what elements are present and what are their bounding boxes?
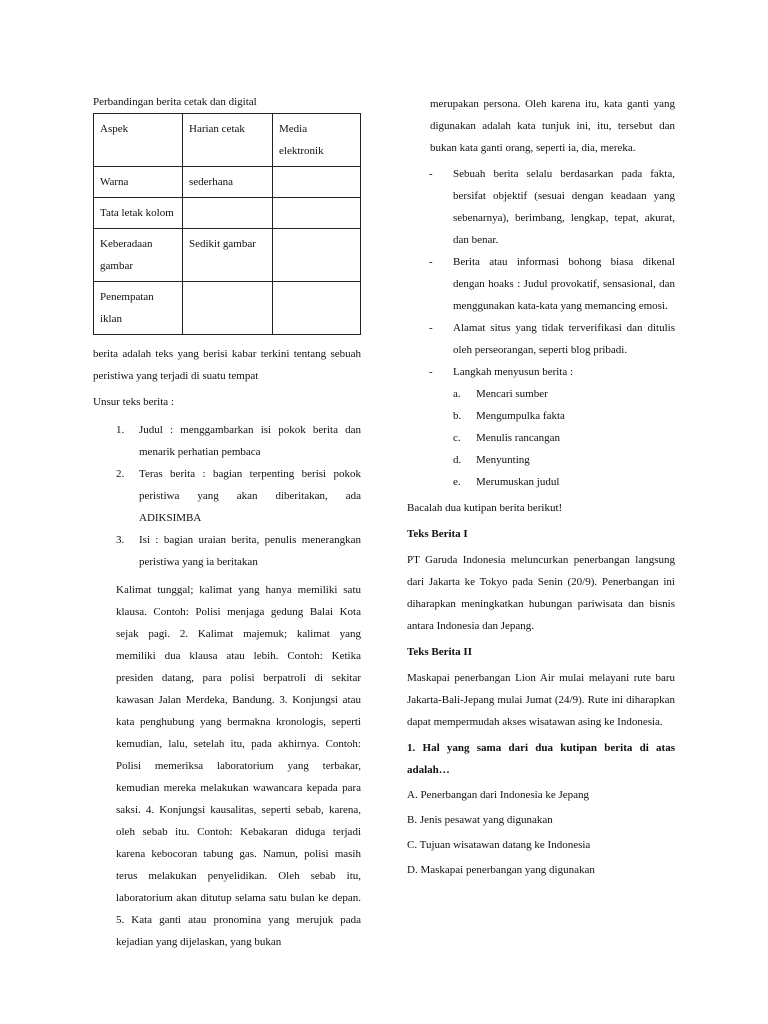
bullet-text: Berita atau informasi bohong biasa dikenal dengan hoaks : Judul provokatif, sensasional, dan menggunakan kata-kata yang memancing emosi. [453, 256, 675, 312]
step-text: Mencari sumber [476, 388, 548, 400]
unsur-list [93, 419, 361, 573]
table-cell [183, 198, 273, 229]
list-item [407, 163, 675, 251]
comparison-table [93, 113, 361, 335]
instruction-text: Bacalah dua kutipan berita berikut! [407, 502, 563, 514]
steps-list [407, 383, 675, 493]
list-text: Isi : bagian uraian berita, penulis menerangkan peristiwa yang ia beritakan [139, 534, 361, 568]
table-row [94, 167, 361, 198]
dash-bullet: - [429, 168, 433, 180]
left-column [93, 93, 361, 953]
list-item [407, 383, 675, 405]
question-1: 1. Hal yang sama dari dua kutipan berita di atas adalah… [407, 742, 675, 776]
header-aspek: Aspek [94, 114, 183, 167]
table-cell: Warna [94, 167, 183, 198]
step-text: Menulis rancangan [476, 432, 560, 444]
step-text: Merumuskan judul [476, 476, 560, 488]
step-letter: c. [453, 432, 461, 444]
table-row [94, 282, 361, 335]
bullet-list [407, 163, 675, 383]
step-text: Menyunting [476, 454, 530, 466]
header-media-elektronik: Media elektronik [273, 114, 361, 167]
bullet-text: Sebuah berita selalu berdasarkan pada fakta, bersifat objektif (sesuai dengan keadaan yang sebenarnya), berimbang, lengkap, tepat, akurat, dan benar. [453, 168, 675, 246]
table-cell: Sedikit gambar [183, 229, 273, 282]
table-cell: sederhana [183, 167, 273, 198]
step-letter: a. [453, 388, 461, 400]
berita-definition: berita adalah teks yang berisi kabar terkini tentang sebuah peristiwa yang terjadi di suatu tempat [93, 348, 361, 382]
step-letter: d. [453, 454, 462, 466]
answer-options [407, 783, 675, 883]
list-item [407, 405, 675, 427]
bullet-text: Alamat situs yang tidak terverifikasi dan ditulis oleh perseorangan, seperti blog pribadi. [453, 322, 675, 356]
step-letter: e. [453, 476, 461, 488]
list-item [93, 419, 361, 463]
teks-berita-2-title: Teks Berita II [407, 646, 472, 658]
table-cell [273, 198, 361, 229]
list-text: Judul : menggambarkan isi pokok berita dan menarik perhatian pembaca [139, 424, 361, 458]
list-item [93, 463, 361, 529]
right-column [407, 93, 675, 883]
list-number: 3. [116, 534, 125, 546]
unsur-title: Unsur teks berita : [93, 396, 174, 408]
table-cell [273, 167, 361, 198]
bullet-text: Langkah menyusun berita : [453, 366, 574, 378]
teks-berita-1-body: PT Garuda Indonesia meluncurkan penerbangan langsung dari Jakarta ke Tokyo pada Senin (20/9). Penerbangan ini diharapkan meningkatkan hubungan pariwisata dan bisnis antara Indonesia dan Jepang. [407, 554, 675, 632]
teks-berita-2-body: Maskapai penerbangan Lion Air mulai melayani rute baru Jakarta-Bali-Jepang mulai Jumat (24/9). Rute ini diharapkan dapat mempermudah akses wisatawan asing ke Indonesia. [407, 672, 675, 728]
list-item [93, 529, 361, 573]
list-item [407, 427, 675, 449]
list-item [407, 449, 675, 471]
step-text: Mengumpulka fakta [476, 410, 565, 422]
step-letter: b. [453, 410, 462, 422]
table-cell [273, 229, 361, 282]
table-row [94, 229, 361, 282]
table-cell: Tata letak kolom [94, 198, 183, 229]
table-row [94, 198, 361, 229]
dash-bullet: - [429, 256, 433, 268]
option-c: C. Tujuan wisatawan datang ke Indonesia [407, 839, 591, 851]
list-text: Teras berita : bagian terpenting berisi pokok peristiwa yang akan diberitakan, ada ADIKSIMBA [139, 468, 361, 524]
list-number: 1. [116, 424, 125, 436]
list-item [407, 317, 675, 361]
list-item [407, 251, 675, 317]
option-d: D. Maskapai penerbangan yang digunakan [407, 864, 595, 876]
table-cell [273, 282, 361, 335]
dash-bullet: - [429, 366, 433, 378]
table-cell [183, 282, 273, 335]
list-item [407, 471, 675, 493]
kalimat-paragraph: Kalimat tunggal; kalimat yang hanya memiliki satu klausa. Contoh: Polisi menjaga gedung Balai Kota sejak pagi. 2. Kalimat majemuk; kalimat yang memiliki dua klausa atau lebih. Contoh: Ketika presiden datang, para polisi berpatroli di sekitar kawasan Jalan Merdeka, Bandung. 3. Konjungsi atau kata penghubung yang bermakna kronologis, seperti kemudian, lalu, setelah itu, pada akhirnya. Contoh: Polisi memeriksa laboratorium yang terbakar, kemudian mereka melakukan wawancara kepada para saksi. 4. Konjungsi kausalitas, seperti sebab, karena, oleh sebab itu. Contoh: Kebakaran diduga terjadi karena kebocoran tabung gas. Namun, polisi masih terus melakukan penyelidikan. Oleh sebab itu, laboratorium akan ditutup selama satu bulan ke depan. 5. Kata ganti atau pronomina yang merujuk pada kejadian yang dijelaskan, yang bukan [116, 584, 361, 948]
teks-berita-1-title: Teks Berita I [407, 528, 468, 540]
table-caption: Perbandingan berita cetak dan digital [93, 96, 257, 108]
option-b: B. Jenis pesawat yang digunakan [407, 814, 553, 826]
list-item [407, 361, 675, 383]
header-harian-cetak: Harian cetak [183, 114, 273, 167]
option-a: A. Penerbangan dari Indonesia ke Jepang [407, 789, 590, 801]
table-cell: Keberadaan gambar [94, 229, 183, 282]
table-header-row [94, 114, 361, 167]
list-number: 2. [116, 468, 125, 480]
table-cell: Penempatan iklan [94, 282, 183, 335]
continuation-paragraph: merupakan persona. Oleh karena itu, kata ganti yang digunakan adalah kata tunjuk ini, itu, tersebut dan bukan kata ganti orang, seperti ia, dia, mereka. [430, 98, 675, 154]
dash-bullet: - [429, 322, 433, 334]
